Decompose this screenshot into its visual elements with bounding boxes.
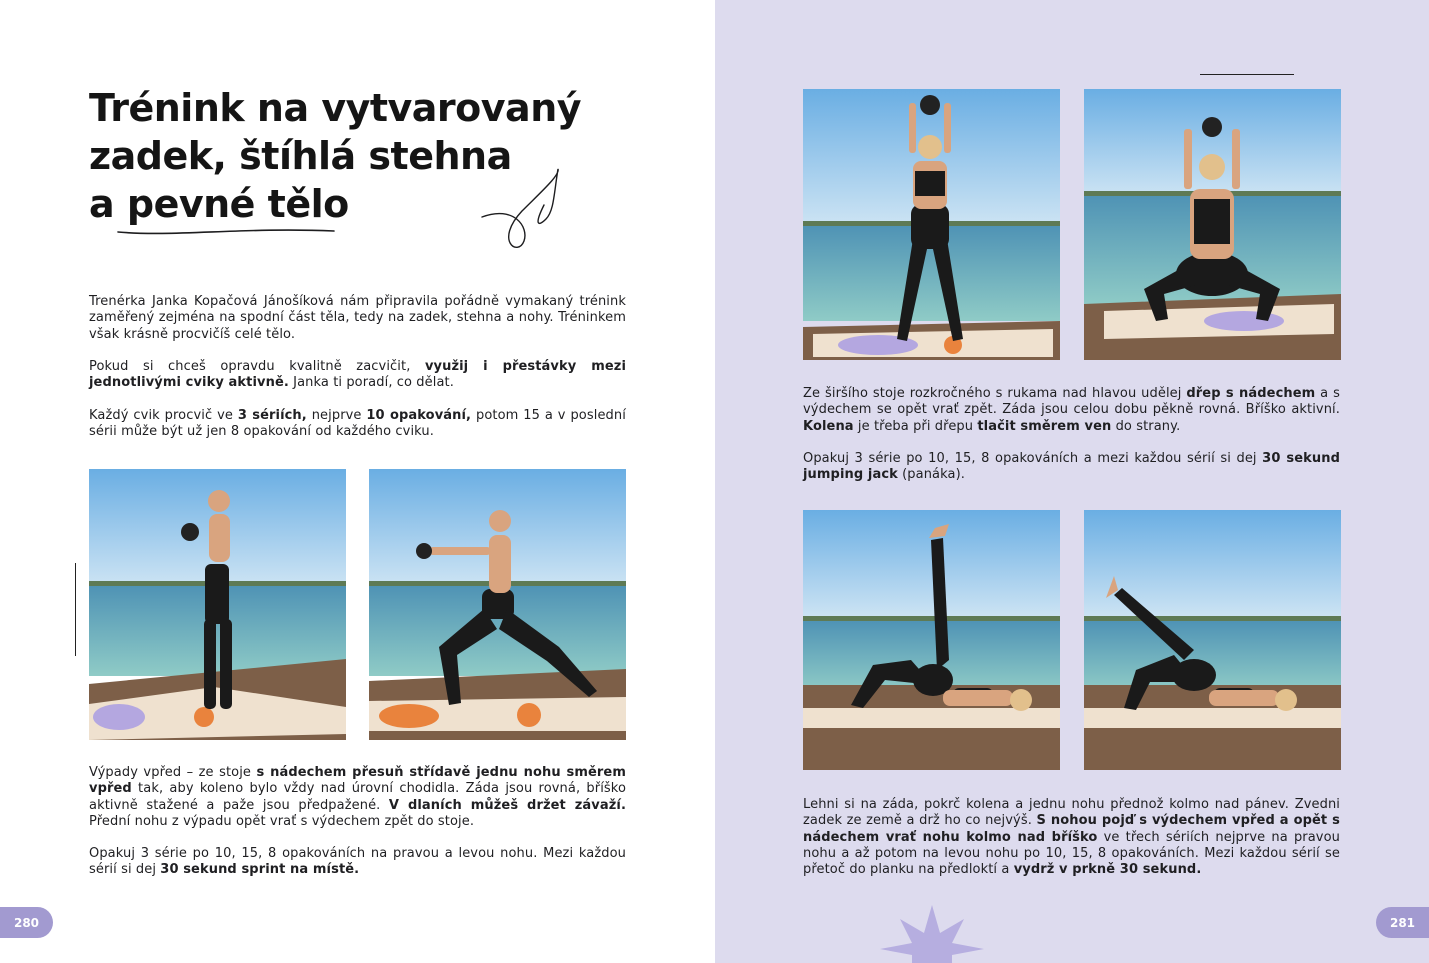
photo-squat-start [803, 89, 1060, 360]
squat-paragraph-1: Ze širšího stoje rozkročného s rukama nad hlavou udělej dřep s nádechem a s výdechem se opět vrať zpět. Záda jsou celou dobu pěkně rovná. Bříško aktivní. Kolena je třeba při dřepu tlačit směrem ven do strany. [803, 386, 1341, 434]
photo-lunge-start [89, 469, 346, 740]
margin-rule [75, 563, 76, 656]
photo-squat [1084, 89, 1341, 360]
star-decoration-icon [880, 905, 984, 963]
photo-bridge-leg-forward [1084, 510, 1341, 770]
intro-paragraph-1: Trenérka Janka Kopačová Jánošíková nám připravila pořádně vymakaný trénink zaměřený zejména na spodní část těla, tedy na zadek, stehna a nohy. Tréninkem však krásně procvičíš celé tělo. [89, 294, 626, 342]
header-rule [1200, 74, 1294, 75]
title-underline-squiggle [114, 165, 584, 260]
intro-paragraph-3: Každý cvik procvič ve 3 sériích, nejprve 10 opakování, potom 15 a v poslední sérii může být už jen 8 opakování od každého cviku. [89, 408, 626, 440]
page-number-left: 280 [0, 907, 53, 938]
bridge-paragraph: Lehni si na záda, pokrč kolena a jednu nohu přednož kolmo nad pánev. Zvedni zadek ze země a drž ho co nejvýš. S nohou pojď s výdechem vpřed a opět s nádechem vrať nohu kolmo nad bříško ve třech sériích nejprve na pravou nohu a až potom na levou nohu po 10, 15, 8 opakováních. Mezi každou sérií se přetoč do planku na předloktí a vydrž v prkně 30 sekund. [803, 797, 1340, 878]
photo-lunge [369, 469, 626, 740]
lunge-paragraph-2: Opakuj 3 série po 10, 15, 8 opakováních na pravou a levou nohu. Mezi každou sérií si dej 30 sekund sprint na místě. [89, 846, 626, 878]
squat-paragraph-2: Opakuj 3 série po 10, 15, 8 opakováních a mezi každou sérií si dej 30 sekund jumping jack (panáka). [803, 451, 1340, 483]
intro-paragraph-2: Pokud si chceš opravdu kvalitně zacvičit, využij i přestávky mezi jednotlivými cviky aktivně. Janka ti poradí, co dělat. [89, 359, 626, 391]
title-line-1: Trénink na vytvarovaný [89, 86, 582, 130]
title-line-2: zadek, štíhlá stehna [89, 134, 512, 178]
photo-bridge-leg-up [803, 510, 1060, 770]
title-line-3: a pevné tělo [89, 182, 349, 226]
lunge-paragraph-1: Výpady vpřed – ze stoje s nádechem přesuň střídavě jednu nohu směrem vpřed tak, aby koleno bylo vždy nad úrovní chodidla. Záda jsou rovná, bříško aktivně stažené a paže jsou předpažené. V dlaních můžeš držet závaží. Přední nohu z výpadu opět vrať s výdechem zpět do stoje. [89, 765, 626, 829]
page-number-right: 281 [1376, 907, 1429, 938]
